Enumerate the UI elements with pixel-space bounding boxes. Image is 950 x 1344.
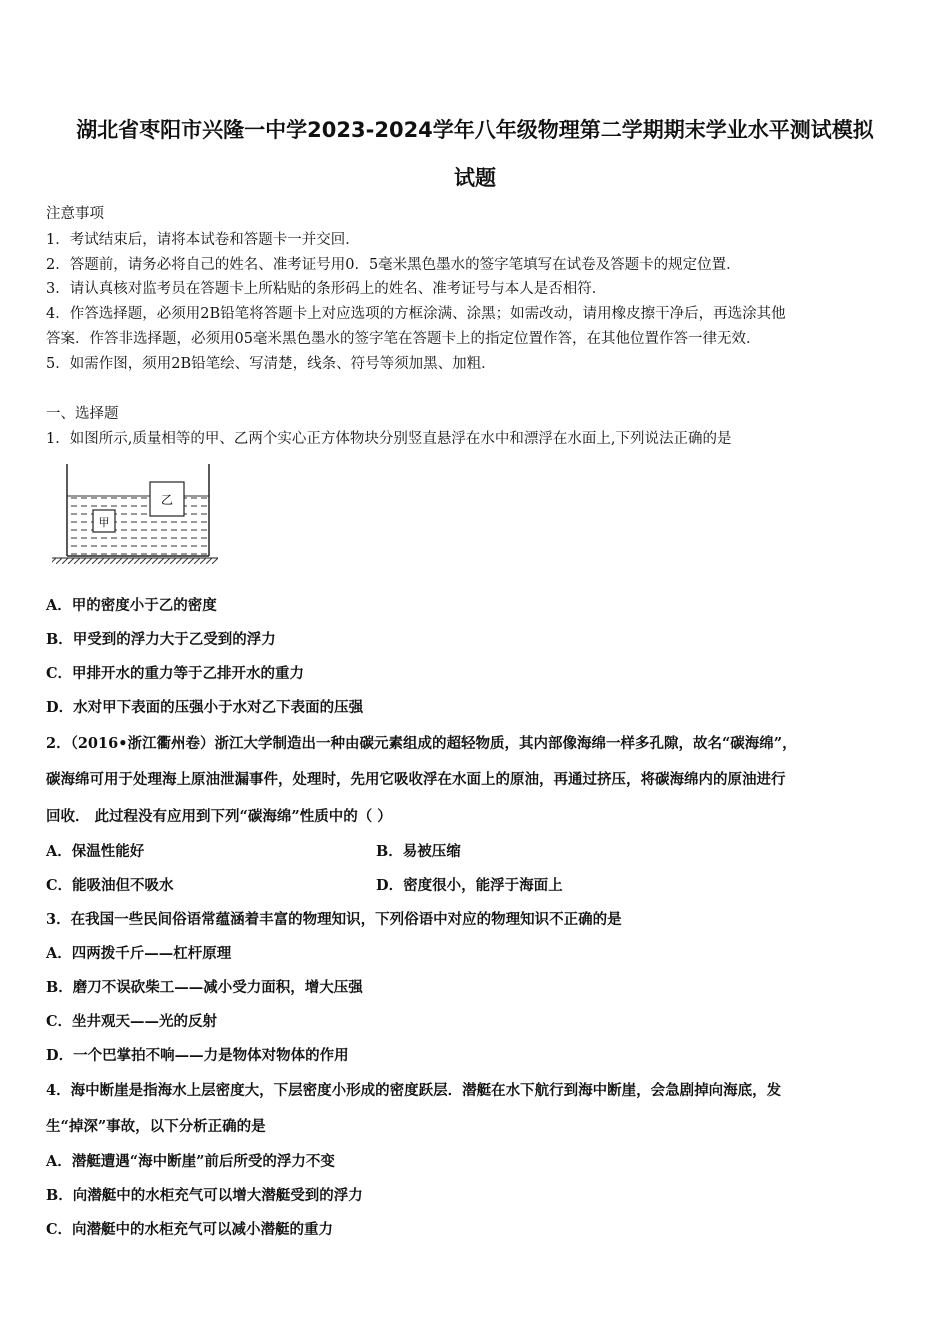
note-item: 答案．作答非选择题，必须用05毫米黑色墨水的签字笔在答题卡上的指定位置作答，在其他位置作答一律无效． [46,331,761,347]
question-3-option-b[interactable]: B．磨刀不误砍柴工——减小受力面积，增大压强 [46,979,363,996]
note-item: 2．答题前，请务必将自己的姓名、准考证号用0．5毫米黑色墨水的签字笔填写在试卷及答题卡的规定位置． [46,257,741,273]
question-4-line: 4．海中断崖是指海水上层密度大，下层密度小形成的密度跃层．潜艇在水下航行到海中断崖，会急剧掉向海底，发 [46,1082,782,1099]
question-4-option-c[interactable]: C．向潜艇中的水柜充气可以减小潜艇的重力 [46,1221,334,1238]
question-1-figure [50,462,220,570]
exam-title-line1: 湖北省枣阳市兴隆一中学2023-2024学年八年级物理第二学期期末学业水平测试模拟 [76,118,874,142]
water [67,496,209,556]
question-2-option-b[interactable]: B．易被压缩 [376,843,461,860]
section-heading: 一、选择题 [46,406,119,422]
question-3-option-c[interactable]: C．坐井观天——光的反射 [46,1013,218,1030]
note-item: 4．作答选择题，必须用2B铅笔将答题卡上对应选项的方框涂满、涂黑；如需改动，请用橡皮擦干净后，再选涂其他 [46,306,786,322]
question-1-option-b[interactable]: B．甲受到的浮力大于乙受到的浮力 [46,631,276,648]
block-jia-label: 甲 [98,516,110,529]
question-1-option-a[interactable]: A．甲的密度小于乙的密度 [46,597,217,614]
question-1-stem: 1．如图所示,质量相等的甲、乙两个实心正方体物块分别竖直悬浮在水中和漂浮在水面上,下列说法正确的是 [46,431,732,447]
note-item: 1．考试结束后，请将本试卷和答题卡一并交回． [46,232,360,248]
notes-heading: 注意事项 [46,206,104,222]
question-1-option-d[interactable]: D．水对甲下表面的压强小于水对乙下表面的压强 [46,699,364,716]
question-4-option-a[interactable]: A．潜艇遭遇“海中断崖”前后所受的浮力不变 [46,1153,335,1170]
ground [52,558,218,564]
note-item: 5．如需作图，须用2B铅笔绘、写清楚，线条、符号等须加黑、加粗． [46,356,496,372]
question-2-line: 回收． 此过程没有应用到下列“碳海绵”性质中的（ ） [46,808,392,825]
question-2-line: 碳海绵可用于处理海上原油泄漏事件，处理时，先用它吸收浮在水面上的原油，再通过挤压，将碳海绵内的原油进行 [46,771,786,788]
question-3-stem: 3．在我国一些民间俗语常蕴涵着丰富的物理知识，下列俗语中对应的物理知识不正确的是 [46,911,622,928]
question-2-line: 2．（2016•浙江衢州卷）浙江大学制造出一种由碳元素组成的超轻物质，其内部像海绵一样多孔隙，故名“碳海绵”， [46,735,797,752]
block-yi-label: 乙 [160,493,174,507]
question-1-option-c[interactable]: C．甲排开水的重力等于乙排开水的重力 [46,665,305,682]
question-4-line: 生“掉深”事故，以下分析正确的是 [46,1118,266,1135]
question-2-option-d[interactable]: D．密度很小，能浮于海面上 [376,877,563,894]
question-2-option-c[interactable]: C．能吸油但不吸水 [46,877,174,894]
question-3-option-a[interactable]: A．四两拨千斤——杠杆原理 [46,945,232,962]
question-3-option-d[interactable]: D．一个巴掌拍不响——力是物体对物体的作用 [46,1047,349,1064]
note-item: 3．请认真核对监考员在答题卡上所粘贴的条形码上的姓名、准考证号与本人是否相符． [46,281,607,297]
question-2-option-a[interactable]: A．保温性能好 [46,843,145,860]
question-4-option-b[interactable]: B．向潜艇中的水柜充气可以增大潜艇受到的浮力 [46,1187,363,1204]
exam-title-line2: 试题 [454,166,496,190]
